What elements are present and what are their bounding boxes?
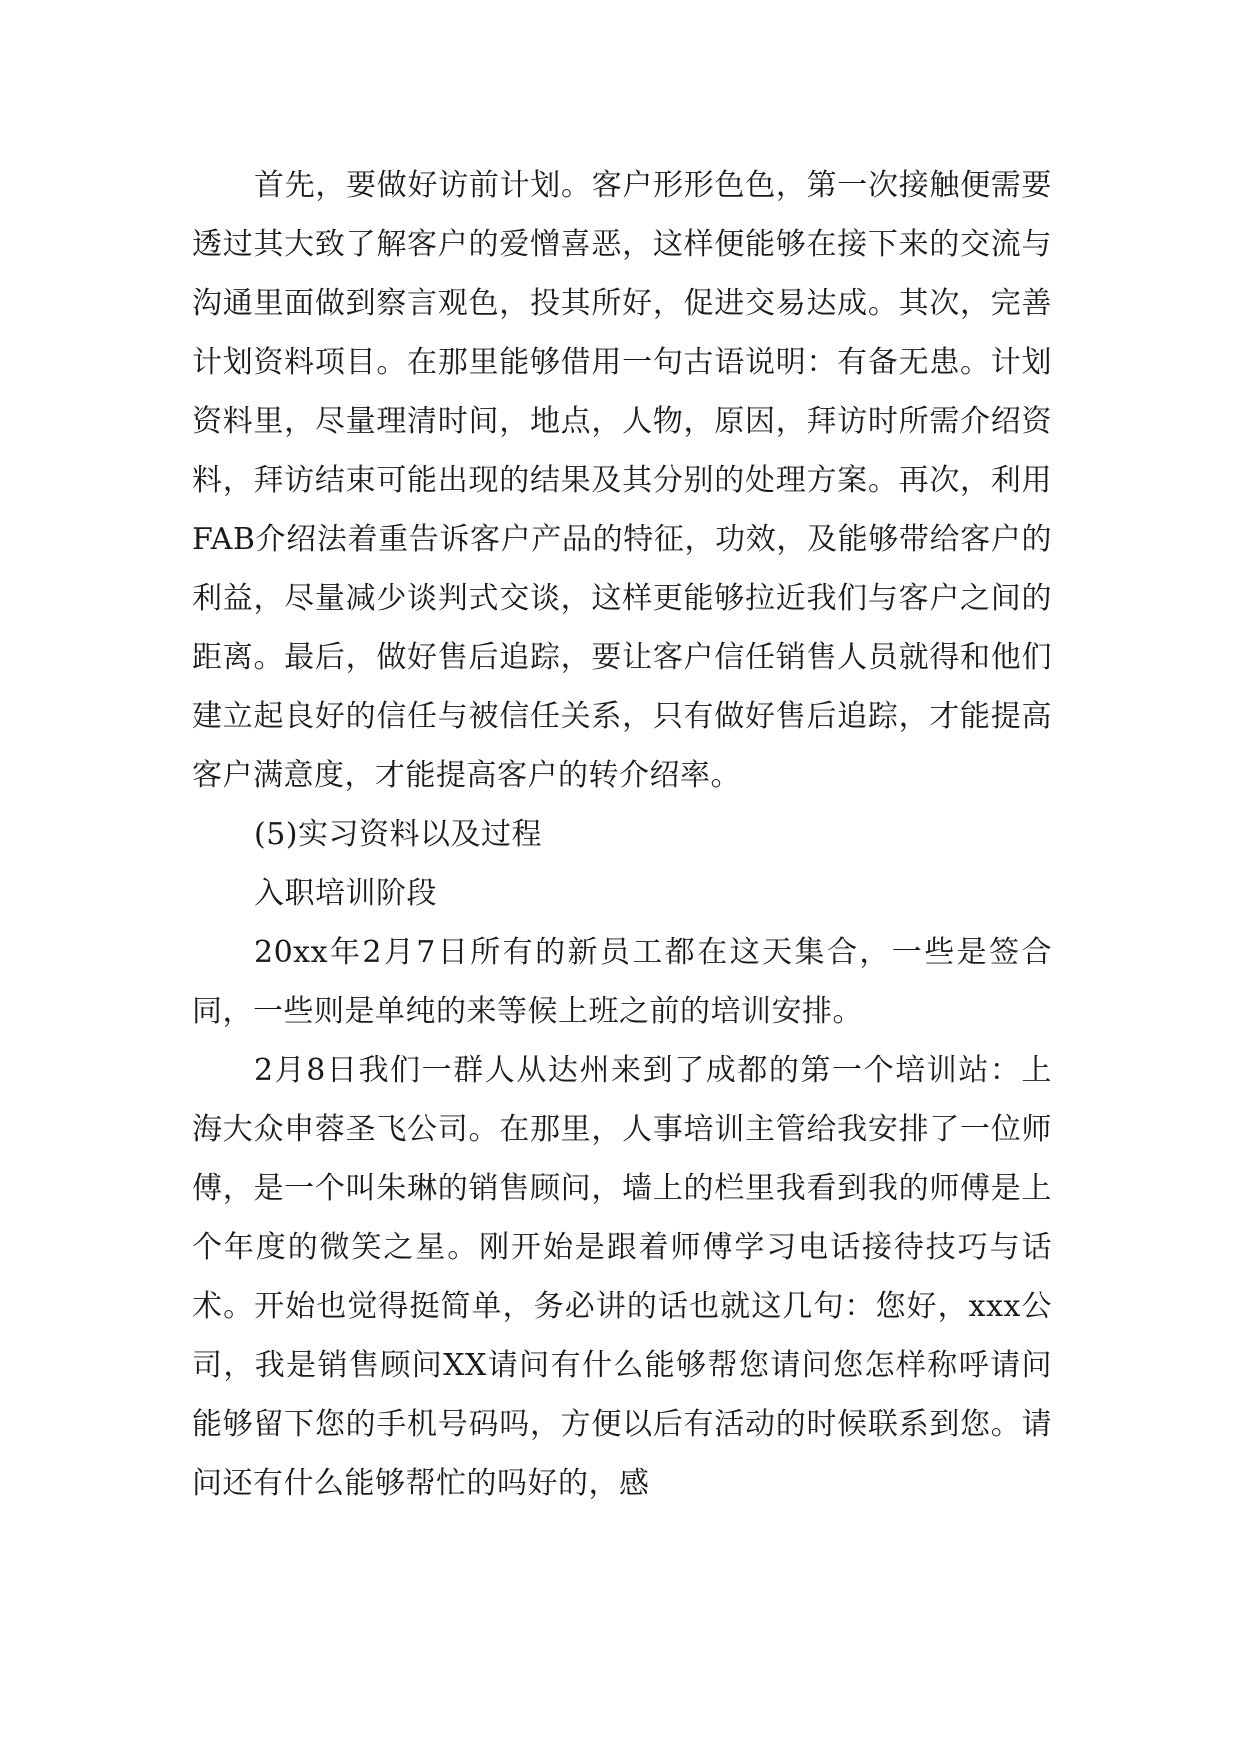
document-body [192, 156, 1052, 1513]
paragraph-feb-8: 2月8日我们一群人从达州来到了成都的第一个培训站：上海大众申蓉圣飞公司。在那里，人事培训主管给我安排了一位师傅，是一个叫朱琳的销售顾问，墙上的栏里我看到我的师傅是上个年度的微笑之星。刚开始是跟着师傅学习电话接待技巧与话术。开始也觉得挺简单，务必讲的话也就这几句：您好，xxx公司，我是销售顾问XX请问有什么能够帮您请问您怎样称呼请问能够留下您的手机号码吗，方便以后有活动的时候联系到您。请问还有什么能够帮忙的吗好的，感 [192, 1053, 1052, 1501]
paragraph-visit-planning: 首先，要做好访前计划。客户形形色色，第一次接触便需要透过其大致了解客户的爱憎喜恶，这样便能够在接下来的交流与沟通里面做到察言观色，投其所好，促进交易达成。其次，完善计划资料项目。在那里能够借用一句古语说明：有备无患。计划资料里，尽量理清时间，地点，人物，原因，拜访时所需介绍资料，拜访结束可能出现的结果及其分别的处理方案。再次，利用FAB介绍法着重告诉客户产品的特征，功效，及能够带给客户的利益，尽量减少谈判式交谈，这样更能够拉近我们与客户之间的距离。最后，做好售后追踪，要让客户信任销售人员就得和他们建立起良好的信任与被信任关系，只有做好售后追踪，才能提高客户满意度，才能提高客户的转介绍率。 [192, 168, 1052, 793]
section-heading-internship: (5)实习资料以及过程 [254, 817, 542, 852]
paragraph-feb-7: 20xx年2月7日所有的新员工都在这天集合，一些是签合同，一些则是单纯的来等候上班之前的培训安排。 [192, 935, 1052, 1029]
subheading-onboarding-training: 入职培训阶段 [254, 876, 437, 911]
